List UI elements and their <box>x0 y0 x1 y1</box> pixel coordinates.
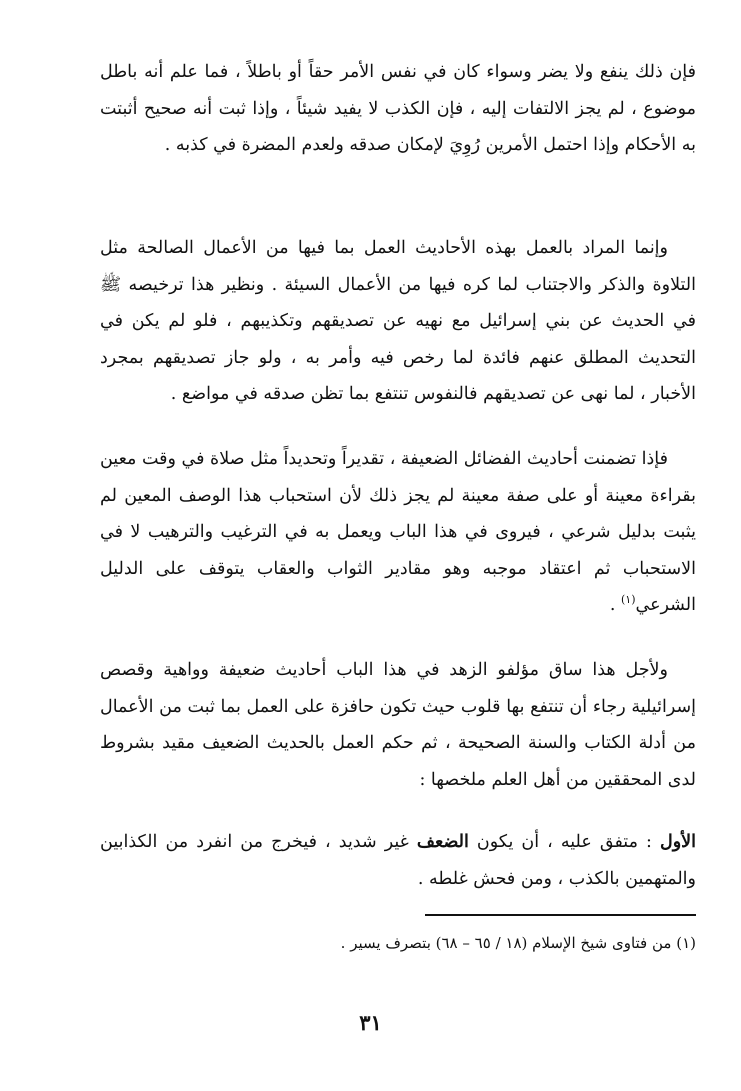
footnote-divider <box>425 914 696 916</box>
paragraph-text: فإن ذلك ينفع ولا يضر وسواء كان في نفس الأمر حقاً أو باطلاً ، فما علم أنه باطل موضوع ، لم يجز الالتفات إليه ، فإن الكذب لا يفيد شيئاً ، وإذا ثبت أنه صحيح أثبتت به الأحكام وإذا احتمل الأمرين رُوِيَ لإمكان صدقه ولعدم المضرة في كذبه . <box>100 62 696 155</box>
condition-label: الأول <box>660 832 697 852</box>
condition-text <box>100 824 696 897</box>
condition-text-b: غير شديد ، فيخرج من انفرد من الكذابين والمتهمين بالكذب ، ومن فحش غلطه . <box>100 832 696 889</box>
condition-text-a: : متفق عليه ، أن يكون <box>468 832 660 852</box>
paragraph-text: وإنما المراد بالعمل بهذه الأحاديث العمل بما فيها من الأعمال الصالحة مثل التلاوة والذكر والاجتناب لما كره فيها من الأعمال السيئة . ونظير هذا ترخيصه ﷺ في الحديث عن بني إسرائيل مع نهيه عن تصديقهم وتكذيبهم ، فلو لم يكن في التحديث المطلق عنهم فائدة لما رخص فيه وأمر به ، ولو جاز تصديقهم بمجرد الأخبار ، لما نهى عن تصديقهم فالنفوس تنتفع بما تظن صدقه في مواضع . <box>100 238 696 404</box>
condition-emphasis: الضعف <box>416 832 469 852</box>
footnote-reference: (١) <box>620 593 636 607</box>
footnote: (١) من فتاوى شيخ الإسلام (١٨ / ٦٥ – ٦٨) بتصرف يسير . <box>340 934 696 952</box>
page-number: ٣١ <box>359 1010 382 1035</box>
paragraph-3 <box>100 441 696 624</box>
paragraph-end: . <box>609 595 621 615</box>
paragraph-4 <box>100 652 696 798</box>
paragraph-1 <box>100 54 696 164</box>
paragraph-text: ولأجل هذا ساق مؤلفو الزهد في هذا الباب أحاديث ضعيفة وواهية وقصص إسرائيلية رجاء أن تنتفع بها قلوب حيث تكون حافزة على العمل بما ثبت من الأعمال من أدلة الكتاب والسنة الصحيحة ، ثم حكم العمل بالحديث الضعيف مقيد بشروط لدى المحققين من أهل العلم ملخصها : <box>100 660 696 790</box>
paragraph-2 <box>100 230 696 413</box>
condition-first <box>100 824 696 897</box>
paragraph-text <box>100 441 696 624</box>
paragraph-body: فإذا تضمنت أحاديث الفضائل الضعيفة ، تقديراً وتحديداً مثل صلاة في وقت معين بقراءة معينة أو على صفة معينة لم يجز ذلك لأن استحباب هذا الوصف المعين لم يثبت بدليل شرعي ، فيروى في هذا الباب ويعمل به في الترغيب والترهيب لا في الاستحباب ثم اعتقاد موجبه وهو مقادير الثواب والعقاب يتوقف على الدليل الشرعي <box>99 449 696 615</box>
